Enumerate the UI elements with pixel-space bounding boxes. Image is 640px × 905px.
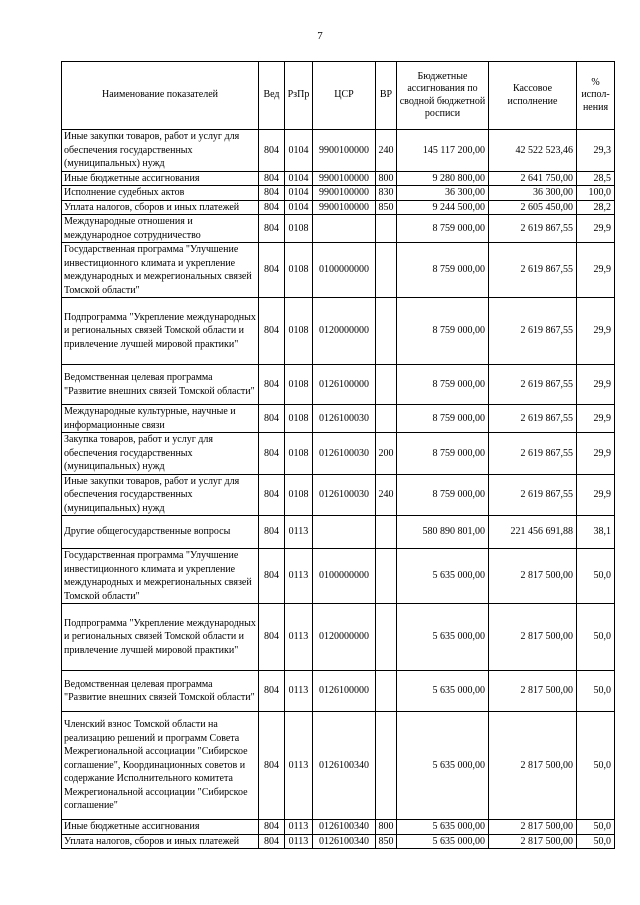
cell-cash: 36 300,00 — [489, 186, 577, 201]
table-row — [62, 215, 615, 243]
cell-percent: 28,5 — [577, 171, 615, 186]
cell-csr: 0100000000 — [313, 243, 376, 298]
cell-assigned: 145 117 200,00 — [397, 130, 489, 172]
cell-ved: 804 — [259, 171, 285, 186]
cell-rzpr: 0108 — [285, 298, 313, 365]
cell-cash: 2 619 867,55 — [489, 474, 577, 516]
cell-assigned: 5 635 000,00 — [397, 671, 489, 712]
cell-percent: 29,3 — [577, 130, 615, 172]
cell-name: Государственная программа "Улучшение инвестиционного климата и укрепление международных и межрегиональных связей Томской области" — [62, 243, 259, 298]
cell-ved: 804 — [259, 433, 285, 475]
cell-rzpr: 0113 — [285, 604, 313, 671]
cell-csr: 0126100030 — [313, 433, 376, 475]
cell-csr: 9900100000 — [313, 130, 376, 172]
cell-name: Иные закупки товаров, работ и услуг для обеспечения государственных (муниципальных) нужд — [62, 130, 259, 172]
table-row — [62, 671, 615, 712]
table-body — [62, 130, 615, 849]
cell-rzpr: 0104 — [285, 186, 313, 201]
cell-percent: 50,0 — [577, 604, 615, 671]
header-csr: ЦСР — [313, 62, 376, 130]
cell-percent: 29,9 — [577, 433, 615, 475]
cell-percent: 50,0 — [577, 834, 615, 849]
table-row — [62, 130, 615, 172]
cell-cash: 2 817 500,00 — [489, 834, 577, 849]
cell-rzpr: 0108 — [285, 433, 313, 475]
table-header-row — [62, 62, 615, 130]
cell-ved: 804 — [259, 365, 285, 405]
cell-percent: 29,9 — [577, 298, 615, 365]
cell-assigned: 5 635 000,00 — [397, 820, 489, 835]
table-row — [62, 516, 615, 549]
header-vr: ВР — [376, 62, 397, 130]
cell-cash: 221 456 691,88 — [489, 516, 577, 549]
cell-name: Международные отношения и международное сотрудничество — [62, 215, 259, 243]
cell-rzpr: 0113 — [285, 549, 313, 604]
cell-assigned: 5 635 000,00 — [397, 549, 489, 604]
cell-rzpr: 0104 — [285, 171, 313, 186]
table-row — [62, 186, 615, 201]
cell-rzpr: 0108 — [285, 474, 313, 516]
cell-vr — [376, 405, 397, 433]
cell-name: Подпрограмма "Укрепление международных и региональных связей Томской области и привлечение лучшей мировой практики" — [62, 298, 259, 365]
cell-rzpr: 0108 — [285, 405, 313, 433]
cell-cash: 2 619 867,55 — [489, 405, 577, 433]
cell-percent: 50,0 — [577, 712, 615, 820]
cell-vr — [376, 243, 397, 298]
cell-assigned: 8 759 000,00 — [397, 298, 489, 365]
table-row — [62, 820, 615, 835]
cell-percent: 29,9 — [577, 243, 615, 298]
cell-assigned: 8 759 000,00 — [397, 405, 489, 433]
table-row — [62, 365, 615, 405]
cell-cash: 2 619 867,55 — [489, 365, 577, 405]
cell-csr: 0126100000 — [313, 365, 376, 405]
header-cash: Кассовое исполнение — [489, 62, 577, 130]
cell-csr: 0126100000 — [313, 671, 376, 712]
cell-csr — [313, 516, 376, 549]
cell-csr: 0126100030 — [313, 474, 376, 516]
cell-ved: 804 — [259, 243, 285, 298]
cell-name: Ведомственная целевая программа "Развитие внешних связей Томской области" — [62, 365, 259, 405]
cell-percent: 29,9 — [577, 215, 615, 243]
header-assigned: Бюджетные ассигнования по сводной бюджетной росписи — [397, 62, 489, 130]
cell-percent: 50,0 — [577, 549, 615, 604]
cell-vr: 850 — [376, 834, 397, 849]
cell-name: Ведомственная целевая программа "Развитие внешних связей Томской области" — [62, 671, 259, 712]
cell-ved: 804 — [259, 671, 285, 712]
cell-csr: 9900100000 — [313, 171, 376, 186]
cell-vr — [376, 516, 397, 549]
cell-cash: 2 619 867,55 — [489, 243, 577, 298]
cell-cash: 2 605 450,00 — [489, 200, 577, 215]
cell-cash: 2 641 750,00 — [489, 171, 577, 186]
cell-ved: 804 — [259, 298, 285, 365]
table-row — [62, 171, 615, 186]
table-row — [62, 549, 615, 604]
cell-cash: 2 619 867,55 — [489, 215, 577, 243]
cell-name: Государственная программа "Улучшение инвестиционного климата и укрепление международных и межрегиональных связей Томской области" — [62, 549, 259, 604]
cell-percent: 50,0 — [577, 820, 615, 835]
table-row — [62, 200, 615, 215]
table-row — [62, 834, 615, 849]
cell-assigned: 36 300,00 — [397, 186, 489, 201]
cell-cash: 42 522 523,46 — [489, 130, 577, 172]
table-row — [62, 405, 615, 433]
cell-vr: 800 — [376, 171, 397, 186]
cell-ved: 804 — [259, 130, 285, 172]
cell-name: Закупка товаров, работ и услуг для обеспечения государственных (муниципальных) нужд — [62, 433, 259, 475]
cell-ved: 804 — [259, 516, 285, 549]
cell-name: Членский взнос Томской области на реализацию решений и программ Совета Межрегиональной ассоциации "Сибирское соглашение", Координационных советов и содержание Исполнительного комитета Межрегиональной ассоциации "Сибирское соглашение" — [62, 712, 259, 820]
cell-ved: 804 — [259, 820, 285, 835]
cell-percent: 50,0 — [577, 671, 615, 712]
table-row — [62, 474, 615, 516]
cell-rzpr: 0113 — [285, 671, 313, 712]
table-row — [62, 298, 615, 365]
table-row — [62, 243, 615, 298]
cell-vr — [376, 215, 397, 243]
cell-vr — [376, 365, 397, 405]
table-row — [62, 433, 615, 475]
cell-assigned: 8 759 000,00 — [397, 365, 489, 405]
cell-assigned: 5 635 000,00 — [397, 604, 489, 671]
cell-percent: 29,9 — [577, 474, 615, 516]
cell-name: Подпрограмма "Укрепление международных и региональных связей Томской области и привлечение лучшей мировой практики" — [62, 604, 259, 671]
cell-vr: 240 — [376, 130, 397, 172]
cell-rzpr: 0104 — [285, 130, 313, 172]
cell-vr: 800 — [376, 820, 397, 835]
cell-ved: 804 — [259, 405, 285, 433]
cell-assigned: 5 635 000,00 — [397, 834, 489, 849]
cell-ved: 804 — [259, 604, 285, 671]
cell-assigned: 8 759 000,00 — [397, 474, 489, 516]
header-ved: Вед — [259, 62, 285, 130]
cell-name: Иные закупки товаров, работ и услуг для обеспечения государственных (муниципальных) нужд — [62, 474, 259, 516]
cell-vr — [376, 712, 397, 820]
header-rzpr: РзПр — [285, 62, 313, 130]
cell-ved: 804 — [259, 834, 285, 849]
cell-vr: 240 — [376, 474, 397, 516]
cell-csr: 0120000000 — [313, 298, 376, 365]
cell-csr: 9900100000 — [313, 186, 376, 201]
cell-ved: 804 — [259, 186, 285, 201]
cell-percent: 29,9 — [577, 365, 615, 405]
cell-cash: 2 817 500,00 — [489, 671, 577, 712]
cell-assigned: 9 280 800,00 — [397, 171, 489, 186]
cell-assigned: 580 890 801,00 — [397, 516, 489, 549]
cell-rzpr: 0108 — [285, 365, 313, 405]
cell-cash: 2 817 500,00 — [489, 820, 577, 835]
cell-cash: 2 817 500,00 — [489, 604, 577, 671]
cell-ved: 804 — [259, 549, 285, 604]
cell-cash: 2 817 500,00 — [489, 712, 577, 820]
cell-vr — [376, 298, 397, 365]
cell-vr: 850 — [376, 200, 397, 215]
cell-rzpr: 0108 — [285, 215, 313, 243]
cell-vr — [376, 671, 397, 712]
cell-assigned: 8 759 000,00 — [397, 215, 489, 243]
cell-cash: 2 619 867,55 — [489, 298, 577, 365]
cell-ved: 804 — [259, 474, 285, 516]
cell-cash: 2 619 867,55 — [489, 433, 577, 475]
cell-vr — [376, 604, 397, 671]
table-row — [62, 712, 615, 820]
cell-csr: 0126100030 — [313, 405, 376, 433]
cell-rzpr: 0113 — [285, 834, 313, 849]
cell-name: Исполнение судебных актов — [62, 186, 259, 201]
cell-vr: 830 — [376, 186, 397, 201]
cell-csr: 0120000000 — [313, 604, 376, 671]
table-row — [62, 604, 615, 671]
header-percent: % испол-нения — [577, 62, 615, 130]
cell-vr — [376, 549, 397, 604]
header-name: Наименование показателей — [62, 62, 259, 130]
cell-ved: 804 — [259, 200, 285, 215]
page-number: 7 — [317, 30, 323, 42]
cell-name: Уплата налогов, сборов и иных платежей — [62, 200, 259, 215]
cell-name: Другие общегосударственные вопросы — [62, 516, 259, 549]
cell-ved: 804 — [259, 215, 285, 243]
cell-percent: 100,0 — [577, 186, 615, 201]
cell-name: Иные бюджетные ассигнования — [62, 171, 259, 186]
cell-assigned: 9 244 500,00 — [397, 200, 489, 215]
cell-ved: 804 — [259, 712, 285, 820]
cell-csr: 9900100000 — [313, 200, 376, 215]
cell-assigned: 5 635 000,00 — [397, 712, 489, 820]
cell-rzpr: 0113 — [285, 712, 313, 820]
cell-name: Уплата налогов, сборов и иных платежей — [62, 834, 259, 849]
cell-csr: 0126100340 — [313, 712, 376, 820]
cell-rzpr: 0113 — [285, 516, 313, 549]
cell-assigned: 8 759 000,00 — [397, 433, 489, 475]
cell-assigned: 8 759 000,00 — [397, 243, 489, 298]
cell-rzpr: 0108 — [285, 243, 313, 298]
cell-percent: 38,1 — [577, 516, 615, 549]
budget-execution-table — [61, 61, 615, 849]
cell-name: Международные культурные, научные и информационные связи — [62, 405, 259, 433]
cell-name: Иные бюджетные ассигнования — [62, 820, 259, 835]
cell-cash: 2 817 500,00 — [489, 549, 577, 604]
cell-csr: 0126100340 — [313, 834, 376, 849]
cell-percent: 29,9 — [577, 405, 615, 433]
cell-csr: 0100000000 — [313, 549, 376, 604]
cell-rzpr: 0113 — [285, 820, 313, 835]
cell-vr: 200 — [376, 433, 397, 475]
cell-csr — [313, 215, 376, 243]
cell-rzpr: 0104 — [285, 200, 313, 215]
cell-csr: 0126100340 — [313, 820, 376, 835]
cell-percent: 28,2 — [577, 200, 615, 215]
